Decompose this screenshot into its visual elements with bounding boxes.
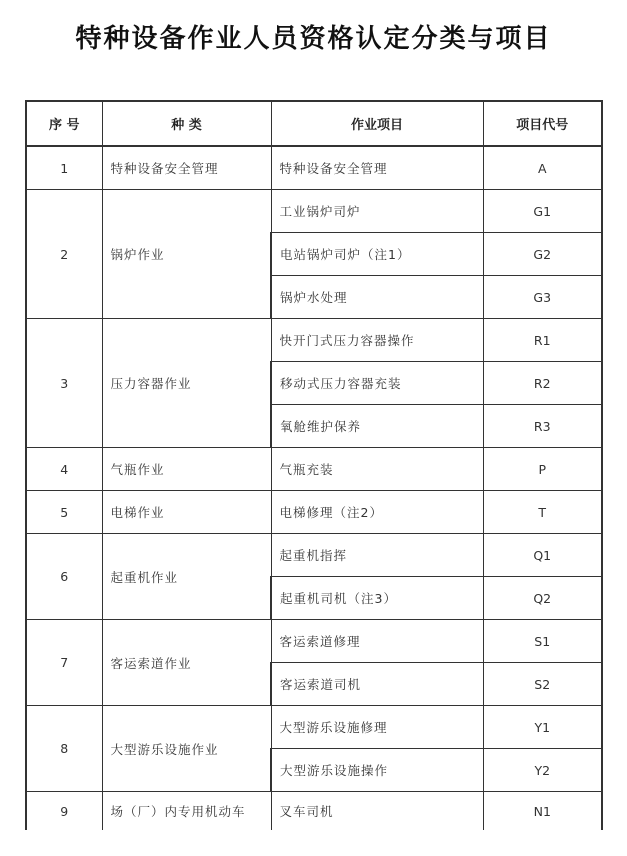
cell-seq: 9 [26,792,102,831]
cell-item: 客运索道司机 [271,663,483,706]
cell-code: G3 [483,276,602,319]
cell-item: 叉车司机 [271,792,483,831]
cell-item: 电梯修理（注2） [271,491,483,534]
table-row [26,792,602,831]
cell-code: Y2 [483,749,602,792]
table-row [26,706,602,749]
cell-code: R2 [483,362,602,405]
header-seq: 序 号 [26,101,102,146]
cell-seq: 1 [26,146,102,190]
cell-item: 快开门式压力容器操作 [271,319,483,362]
cell-code: T [483,491,602,534]
cell-seq: 5 [26,491,102,534]
cell-code: S1 [483,620,602,663]
cell-item: 客运索道修理 [271,620,483,663]
cell-code: N1 [483,792,602,831]
table-body [26,146,602,830]
cell-item: 工业锅炉司炉 [271,190,483,233]
cell-item: 大型游乐设施操作 [271,749,483,792]
cell-category: 气瓶作业 [102,448,271,491]
cell-code: Q1 [483,534,602,577]
cell-item: 特种设备安全管理 [271,146,483,190]
cell-item: 起重机司机（注3） [271,577,483,620]
cell-code: A [483,146,602,190]
cell-seq: 8 [26,706,102,792]
cell-item: 锅炉水处理 [271,276,483,319]
cell-code: P [483,448,602,491]
table-row [26,491,602,534]
cell-seq: 3 [26,319,102,448]
cell-category: 大型游乐设施作业 [102,706,271,792]
table-header-row [26,101,602,146]
cell-code: G2 [483,233,602,276]
cell-category: 客运索道作业 [102,620,271,706]
cell-category: 特种设备安全管理 [102,146,271,190]
cell-item: 大型游乐设施修理 [271,706,483,749]
cell-category: 电梯作业 [102,491,271,534]
cell-item: 气瓶充装 [271,448,483,491]
cell-item: 氧舱维护保养 [271,405,483,448]
cell-item: 电站锅炉司炉（注1） [271,233,483,276]
cell-code: G1 [483,190,602,233]
table-row [26,620,602,663]
header-category: 种 类 [102,101,271,146]
cell-code: S2 [483,663,602,706]
cell-seq: 2 [26,190,102,319]
table-row [26,534,602,577]
cell-seq: 7 [26,620,102,706]
cell-category: 压力容器作业 [102,319,271,448]
cell-code: R3 [483,405,602,448]
header-code: 项目代号 [483,101,602,146]
qualification-table [25,100,603,830]
cell-category: 场（厂）内专用机动车 [102,792,271,831]
header-item: 作业项目 [271,101,483,146]
table-row [26,448,602,491]
cell-seq: 4 [26,448,102,491]
table-row [26,190,602,233]
cell-item: 移动式压力容器充装 [271,362,483,405]
cell-seq: 6 [26,534,102,620]
cell-code: R1 [483,319,602,362]
cell-category: 锅炉作业 [102,190,271,319]
table-row [26,319,602,362]
cell-code: Y1 [483,706,602,749]
page-title: 特种设备作业人员资格认定分类与项目 [75,24,552,54]
table-row [26,146,602,190]
cell-code: Q2 [483,577,602,620]
cell-item: 起重机指挥 [271,534,483,577]
cell-category: 起重机作业 [102,534,271,620]
